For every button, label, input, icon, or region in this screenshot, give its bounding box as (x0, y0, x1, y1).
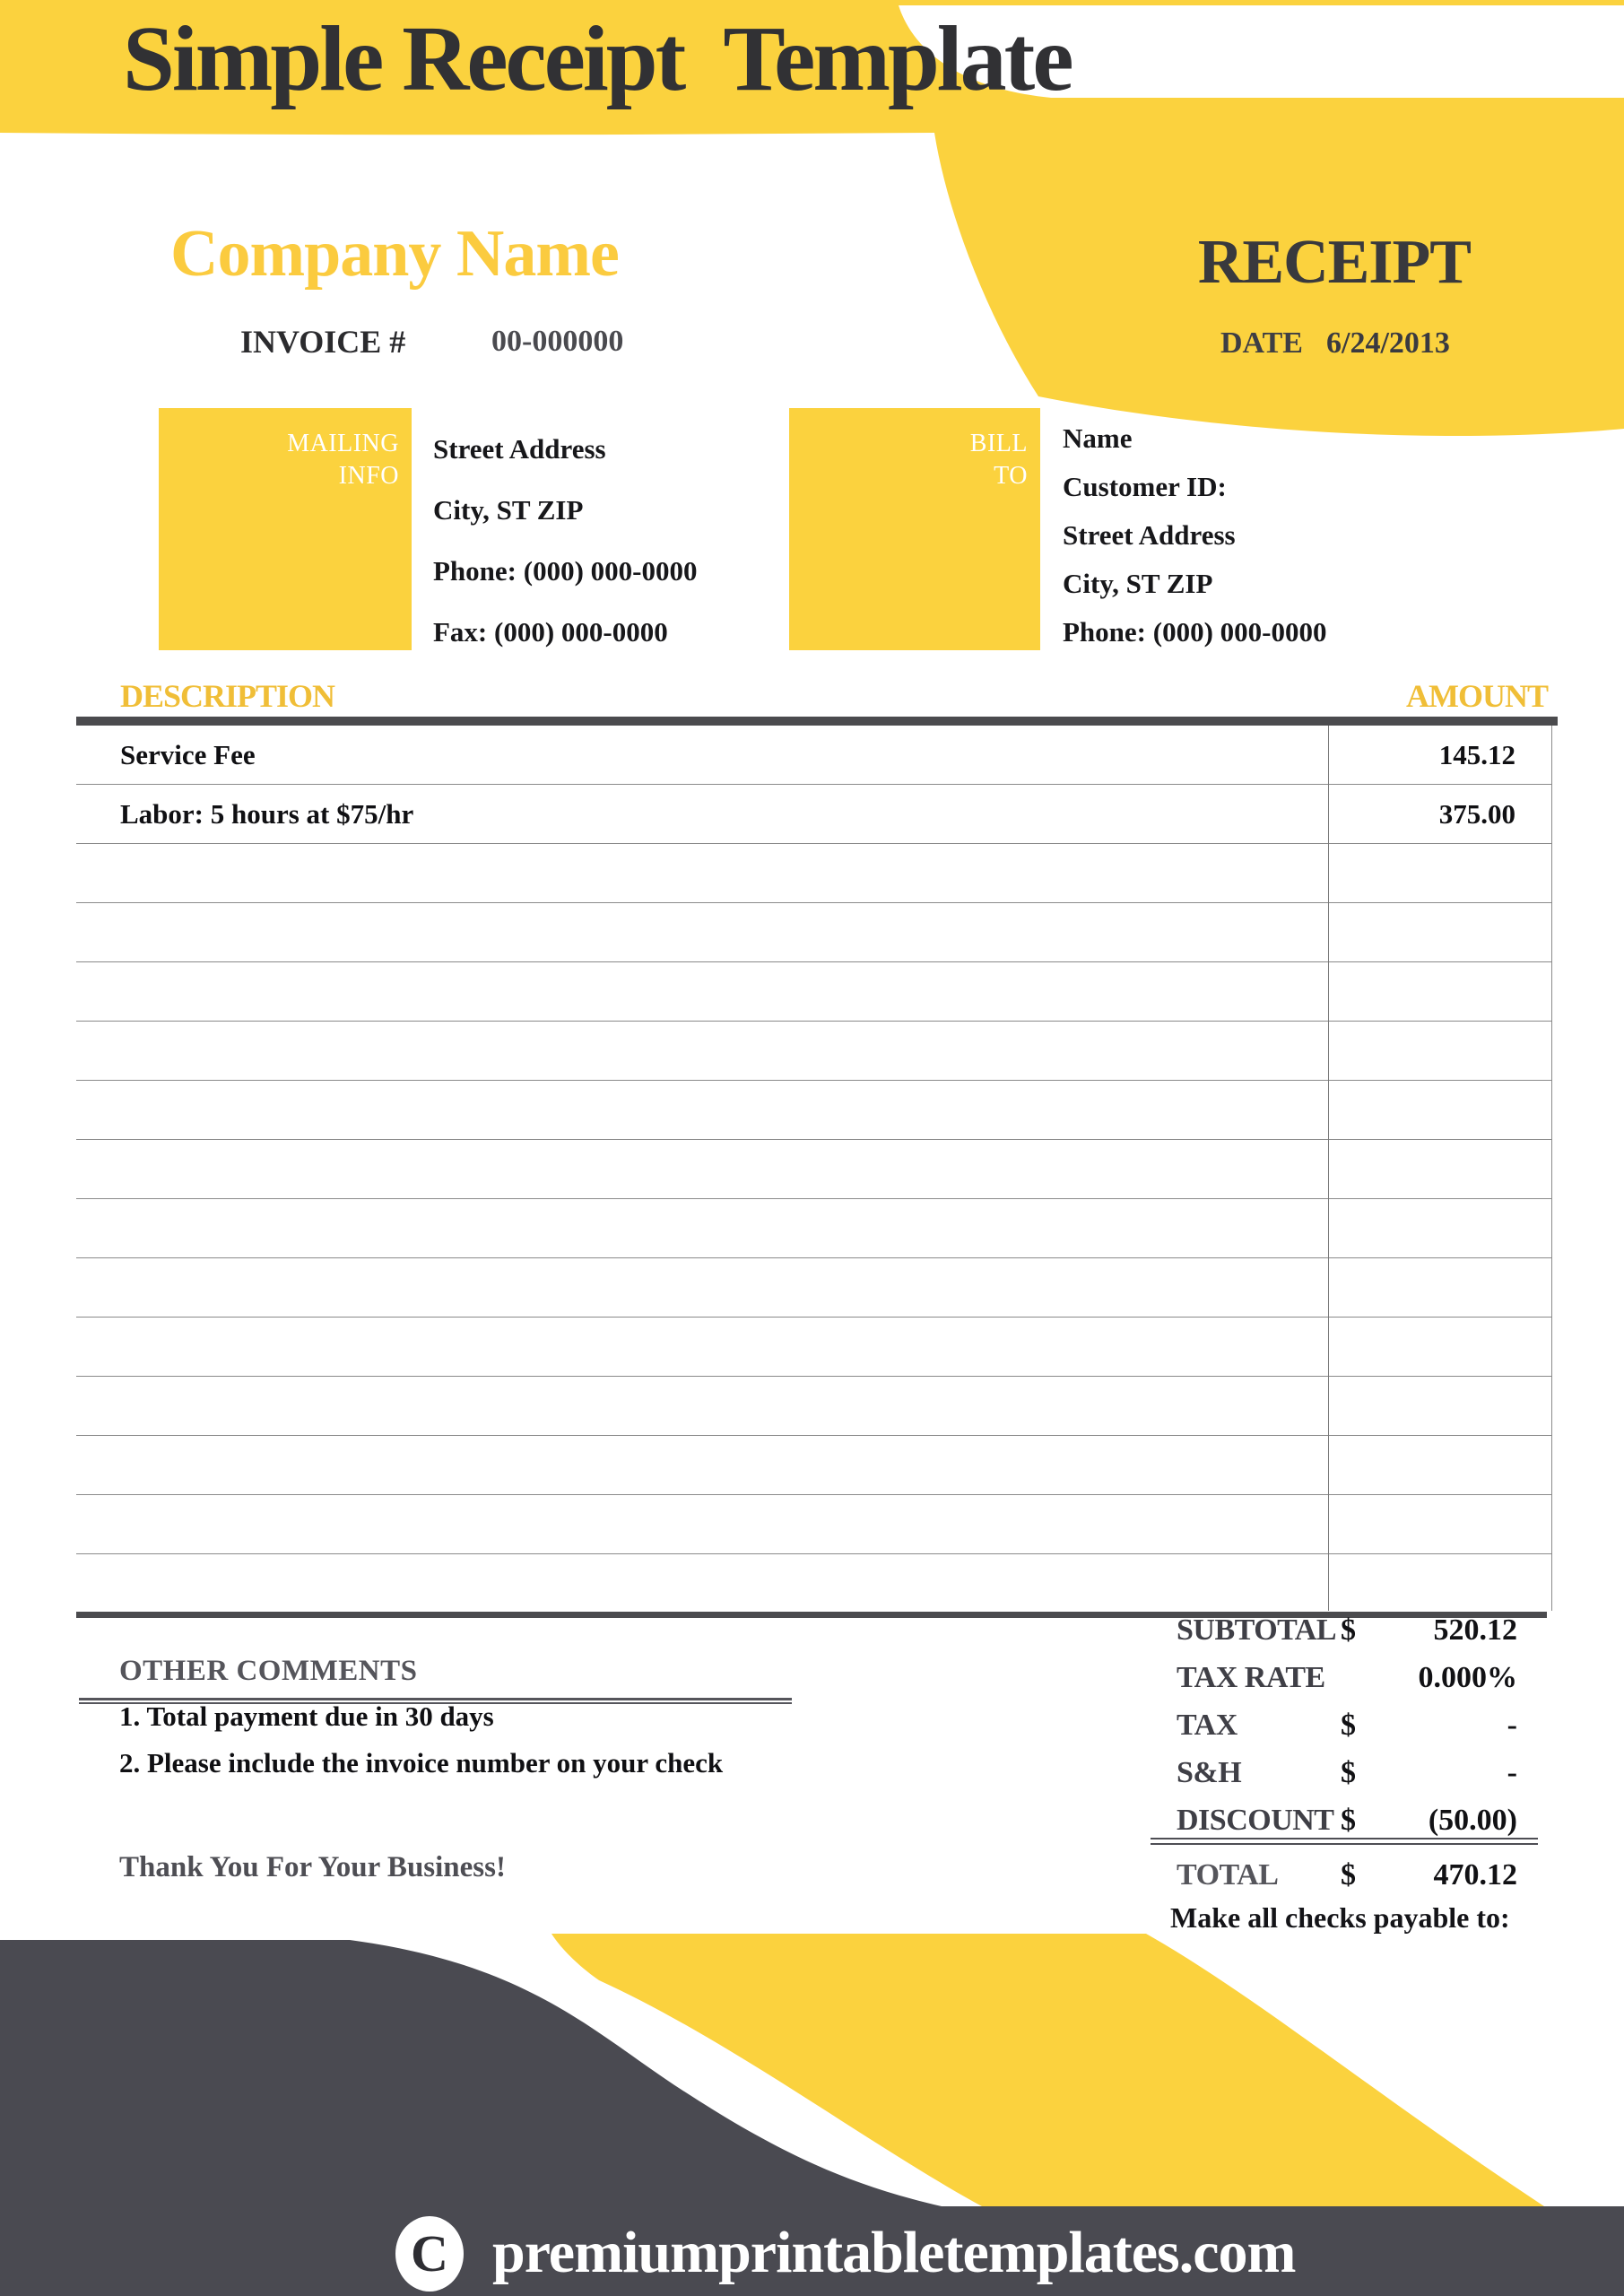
bill-to-line: Customer ID: (1063, 471, 1227, 502)
summary-value: - (1507, 1756, 1517, 1789)
table-row-empty (76, 1436, 1551, 1495)
bill-to-lines (1063, 414, 1326, 657)
currency-sign: $ (1341, 1756, 1356, 1789)
currency-sign: $ (1341, 1613, 1356, 1647)
table-row-empty (76, 1377, 1551, 1436)
amount-column-header: AMOUNT (1406, 678, 1548, 714)
summary-label: TAX RATE (1177, 1661, 1325, 1694)
summary-row (1177, 1656, 1517, 1703)
table-row-empty (76, 1554, 1551, 1613)
footer-logo-letter: C (411, 2224, 448, 2283)
table-header-rule (76, 717, 1558, 726)
description-column-header: DESCRIPTION (120, 678, 335, 714)
mailing-info-lines (433, 419, 697, 663)
total-row (1177, 1853, 1517, 1892)
table-row-empty (76, 903, 1551, 962)
item-description: Labor: 5 hours at $75/hr (120, 797, 414, 830)
bill-to-box-label-line1: BILL (969, 430, 1028, 457)
table-row-empty (76, 1081, 1551, 1140)
date-value: 6/24/2013 (1326, 326, 1450, 360)
other-comments-heading: OTHER COMMENTS (119, 1655, 418, 1687)
summary-row (1177, 1703, 1517, 1751)
item-description: Service Fee (120, 738, 256, 770)
bill-to-line: Phone: (000) 000-0000 (1063, 616, 1327, 648)
total-label: TOTAL (1177, 1858, 1279, 1892)
summary-rows (1177, 1608, 1517, 1846)
summary-row (1177, 1608, 1517, 1656)
currency-sign: $ (1341, 1709, 1356, 1742)
summary-value: 0.000% (1418, 1661, 1517, 1694)
footer-website-text: premiumprintabletemplates.com (492, 2220, 1296, 2285)
bill-to-line: City, ST ZIP (1063, 568, 1213, 599)
table-row (76, 726, 1551, 785)
bill-to-line: Street Address (1063, 519, 1236, 551)
thank-you-note: Thank You For Your Business! (119, 1851, 506, 1883)
bill-to-box-label-line2: TO (994, 462, 1028, 490)
total-currency-sign: $ (1341, 1858, 1356, 1892)
mailing-info-box (159, 408, 412, 650)
table-row-empty (76, 962, 1551, 1022)
summary-label: TAX (1177, 1709, 1238, 1742)
currency-sign: $ (1341, 1804, 1356, 1837)
table-row (76, 785, 1551, 844)
summary-label: S&H (1177, 1756, 1242, 1789)
date-label: DATE (1220, 326, 1303, 360)
receipt-heading: RECEIPT (1197, 228, 1471, 297)
item-amount: 375.00 (1438, 797, 1515, 830)
mailing-info-line: Street Address (433, 433, 606, 465)
table-row-empty (76, 1318, 1551, 1377)
table-row-empty (76, 1199, 1551, 1258)
invoice-number-label: INVOICE # (240, 324, 406, 360)
bill-to-box (789, 408, 1040, 650)
checks-payable-note: Make all checks payable to: (1170, 1901, 1510, 1934)
table-row-empty (76, 844, 1551, 903)
summary-value: 520.12 (1433, 1613, 1517, 1647)
table-right-border (1551, 726, 1552, 1611)
item-amount: 145.12 (1438, 738, 1515, 770)
mailing-info-line: City, ST ZIP (433, 494, 584, 526)
summary-label: DISCOUNT (1177, 1804, 1334, 1837)
summary-row (1177, 1751, 1517, 1798)
summary-value: - (1507, 1709, 1517, 1742)
company-name: Company Name (170, 217, 619, 291)
comment-item: 1. Total payment due in 30 days (119, 1700, 494, 1732)
total-value: 470.12 (1433, 1858, 1517, 1892)
mailing-info-box-label-line1: MAILING (287, 430, 399, 457)
summary-label: SUBTOTAL (1177, 1613, 1337, 1647)
mailing-info-line: Phone: (000) 000-0000 (433, 555, 698, 587)
other-comments-list (119, 1693, 723, 1787)
footer-logo (395, 2216, 464, 2292)
summary-value: (50.00) (1428, 1804, 1517, 1837)
mailing-info-line: Fax: (000) 000-0000 (433, 616, 668, 648)
items-table (76, 726, 1551, 1613)
invoice-number-value: 00-000000 (491, 325, 624, 358)
bill-to-line: Name (1063, 422, 1133, 454)
mailing-info-box-label-line2: INFO (338, 462, 399, 490)
table-row-empty (76, 1022, 1551, 1081)
amount-column-separator (1328, 726, 1329, 1611)
comment-item: 2. Please include the invoice number on your check (119, 1747, 724, 1779)
table-row-empty (76, 1140, 1551, 1199)
page-title: Simple Receipt Template (123, 7, 1072, 110)
table-row-empty (76, 1258, 1551, 1318)
table-row-empty (76, 1495, 1551, 1554)
total-divider-rule (1151, 1838, 1538, 1845)
